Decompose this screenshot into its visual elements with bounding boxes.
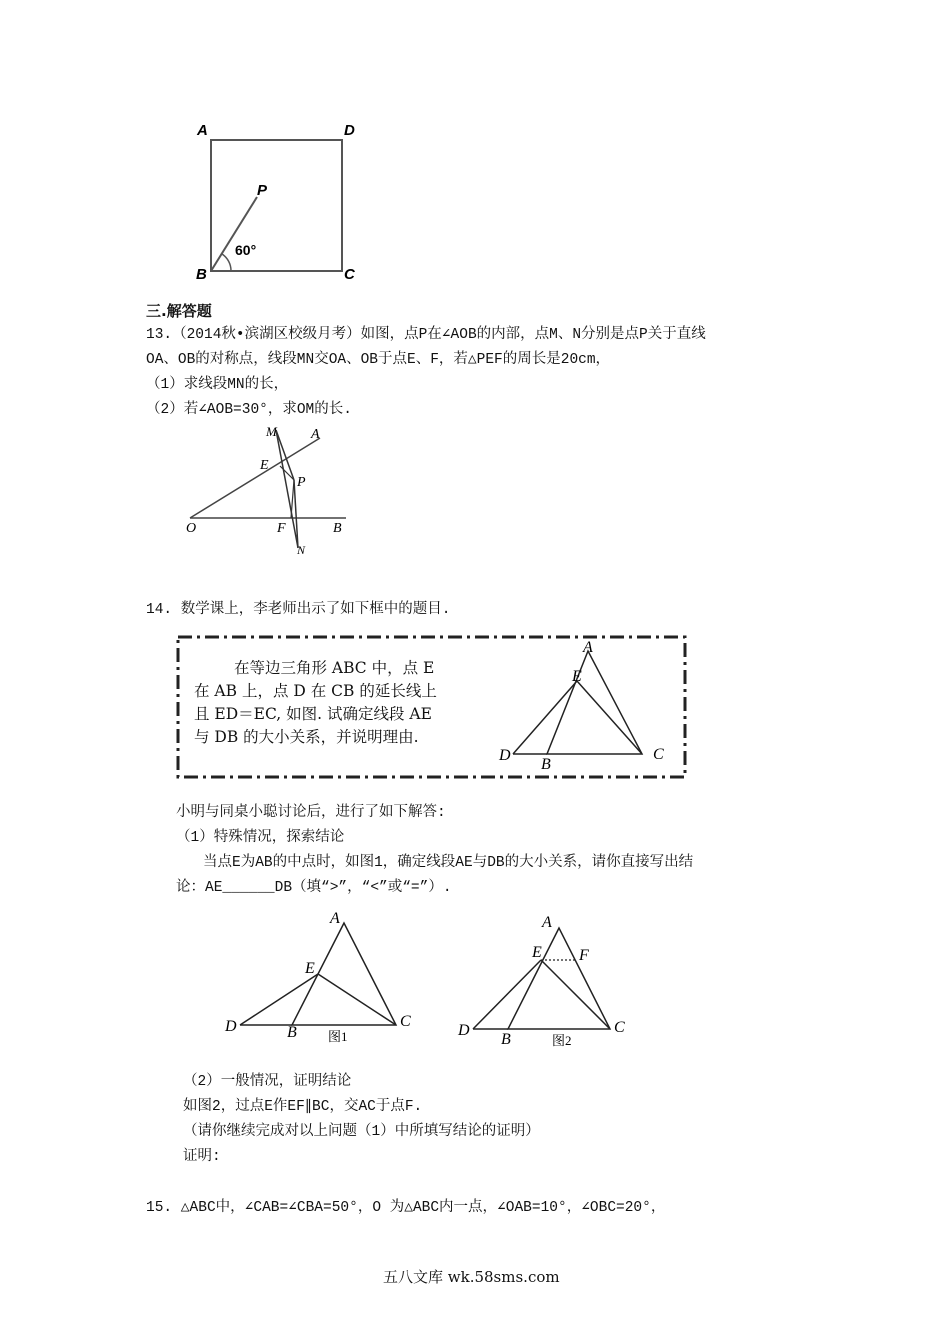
label-a: A (197, 122, 208, 139)
label-d: D (225, 1018, 237, 1035)
square-figure (185, 115, 375, 290)
q14-part2-line2: （请你继续完成对以上问题（1）中所填写结论的证明） (183, 1124, 540, 1140)
q14-intro: 14. 数学课上，李老师出示了如下框中的题目. (146, 602, 451, 618)
figure-1 (215, 905, 425, 1045)
label-e: E (305, 960, 315, 977)
label-a: A (311, 427, 320, 442)
label-e: E (532, 944, 542, 961)
segment-ec (541, 960, 610, 1029)
label-o: O (186, 521, 197, 536)
box-line-4: 与 DB 的大小关系，并说明理由. (194, 728, 419, 746)
label-e: E (572, 668, 582, 685)
segment-de (473, 960, 541, 1029)
q14-part2-line1: 如图2，过点E作EF∥BC，交AC于点F. (183, 1099, 423, 1115)
box-line-3: 且 ED＝EC, 如图. 试确定线段 AE (194, 705, 432, 723)
label-b: B (501, 1031, 511, 1048)
square-abcd (211, 140, 342, 271)
caption: 图2 (552, 1033, 572, 1048)
q14-part1-line2: 论：AE______DB（填“>”，“<”或“=”）. (176, 880, 452, 896)
segment-de (513, 681, 577, 754)
label-f: F (579, 947, 589, 964)
q13-line1: 13.（2014秋•滨湖区校级月考）如图，点P在∠AOB的内部，点M、N分别是点P关于直线 (146, 327, 706, 343)
label-b: B (196, 266, 207, 283)
label-e: E (260, 458, 269, 473)
label-b: B (541, 756, 551, 773)
label-n: N (297, 543, 306, 557)
label-m: M (266, 424, 277, 439)
problem-box-text (194, 657, 464, 749)
label-p: P (257, 182, 268, 199)
q13-sub2: （2）若∠AOB=30°，求OM的长. (146, 402, 352, 418)
label-b: B (287, 1024, 297, 1041)
ray-bp (211, 197, 257, 271)
label-c: C (400, 1013, 411, 1030)
page-footer: 五八文库 wk.58sms.com (383, 1268, 560, 1286)
label-b: B (333, 521, 342, 536)
q14-part1-title: （1）特殊情况，探索结论 (176, 830, 345, 846)
q14-discussion: 小明与同桌小聪讨论后，进行了如下解答: (176, 805, 446, 821)
label-c: C (653, 746, 664, 763)
box-triangle-figure (490, 636, 680, 776)
q14-part2-title: （2）一般情况，证明结论 (183, 1074, 352, 1090)
label-p: P (297, 475, 306, 490)
label-f: F (277, 521, 286, 536)
label-c: C (614, 1019, 625, 1036)
label-c: C (344, 266, 355, 283)
label-d: D (499, 747, 511, 764)
q14-part2-line3: 证明: (183, 1149, 221, 1165)
figure-2 (448, 905, 638, 1050)
angle-arc (222, 254, 231, 271)
segment-ec (318, 974, 396, 1025)
segment-de (240, 974, 318, 1025)
q13-sub1: （1）求线段MN的长， (146, 377, 289, 393)
q15-line1: 15. △ABC中，∠CAB=∠CBA=50°，O 为△ABC内一点，∠OAB=10°，∠OBC=20°， (146, 1200, 666, 1216)
q14-part1-line1: 当点E为AB的中点时，如图1，确定线段AE与DB的大小关系，请你直接写出结 (203, 855, 694, 871)
angle-label: 60° (235, 242, 257, 258)
section-title: 三.解答题 (146, 302, 212, 320)
box-line-2: 在 AB 上，点 D 在 CB 的延长线上 (194, 682, 437, 700)
label-d: D (458, 1022, 470, 1039)
label-d: D (344, 122, 355, 139)
label-a: A (330, 910, 340, 927)
label-a: A (583, 639, 593, 656)
segment-pf (291, 480, 294, 518)
q13-line2: OA、OB的对称点，线段MN交OA、OB于点E、F，若△PEF的周长是20cm， (146, 352, 611, 368)
label-a: A (542, 914, 552, 931)
reflection-figure (180, 420, 360, 560)
caption: 图1 (328, 1029, 348, 1044)
box-line-1: 在等边三角形 ABC 中，点 E (234, 659, 435, 677)
